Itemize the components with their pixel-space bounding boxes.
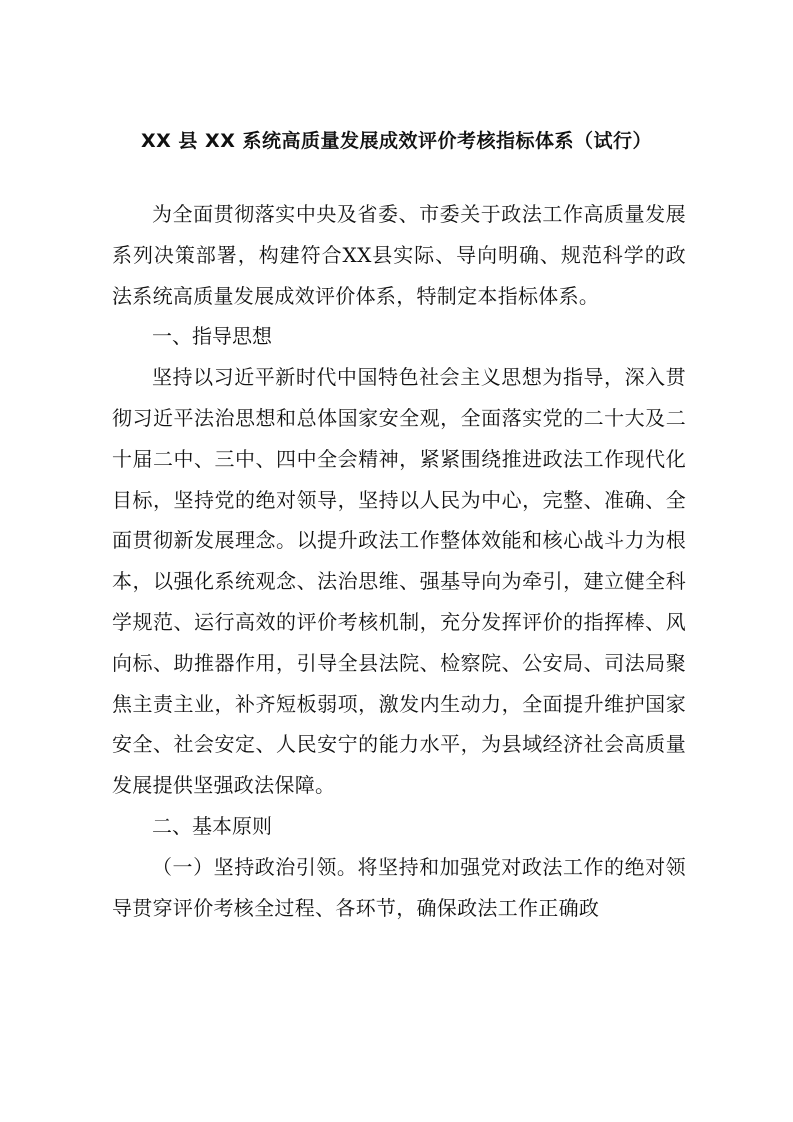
section-heading-guiding-ideology: 一、指导思想 [152, 324, 272, 349]
guiding-ideology-paragraph: 坚持以习近平新时代中国特色社会主义思想为指导，深入贯彻习近平法治思想和总体国家安全观，全面落实党的二十大及二十届二中、三中、四中全会精神，紧紧围绕推进政法工作现代化目标，坚持党的绝对领导，坚持以人民为中心，完整、准确、全面贯彻新发展理念。以提升政法工作整体效能和核心战斗力为根本，以强化系统观念、法治思维、强基导向为牵引，建立健全科学规范、运行高效的评价考核机制，充分发挥评价的指挥棒、风向标、助推器作用，引导全县法院、检察院、公安局、司法局聚焦主责主业，补齐短板弱项，激发内生动力，全面提升维护国家安全、社会安定、人民安宁的能力水平，为县域经济社会高质量发展提供坚强政法保障。 [112, 365, 686, 798]
document-title: XX 县 XX 系统高质量发展成效评价考核指标体系（试行） [141, 130, 652, 152]
section-heading-basic-principles: 二、基本原则 [152, 813, 272, 838]
document-body [112, 194, 686, 928]
intro-paragraph: 为全面贯彻落实中央及省委、市委关于政法工作高质量发展系列决策部署，构建符合XX县实际、导向明确、规范科学的政法系统高质量发展成效评价体系，特制定本指标体系。 [112, 202, 686, 308]
principle-political-leadership-paragraph: （一）坚持政治引领。将坚持和加强党对政法工作的绝对领导贯穿评价考核全过程、各环节，确保政法工作正确政 [112, 854, 686, 920]
